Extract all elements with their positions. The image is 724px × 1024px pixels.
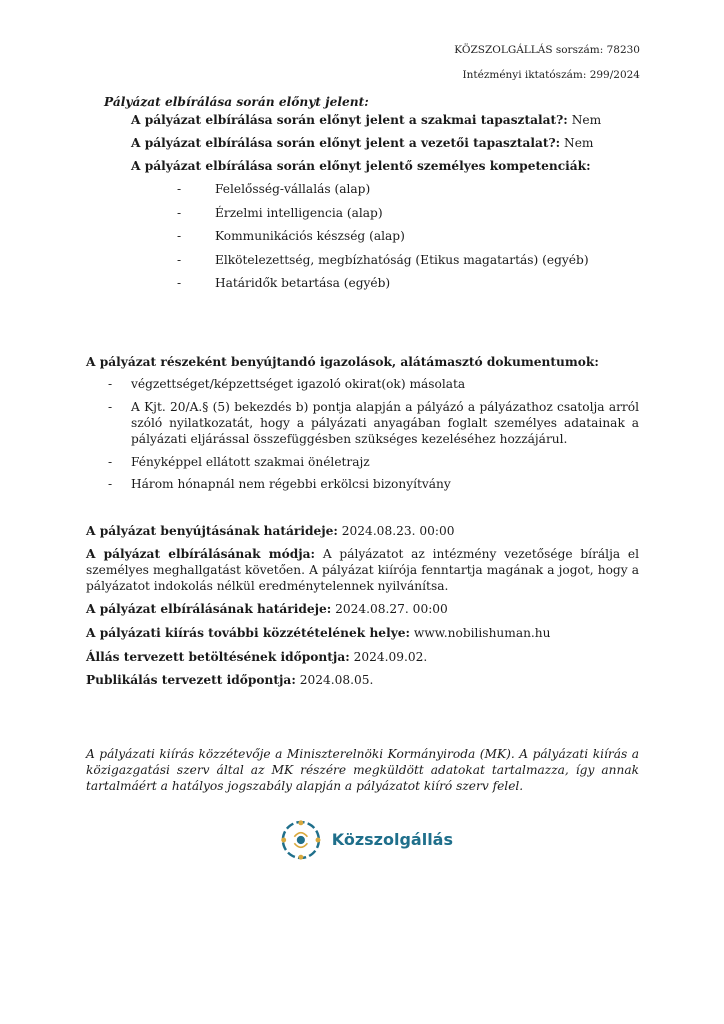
advantages-heading: Pályázat elbírálása során előnyt jelent: [104, 95, 369, 109]
start-date-row [86, 650, 427, 665]
publication-date-row [86, 673, 373, 688]
publication-date-value: 2024.08.05. [299, 673, 374, 687]
deadline-value: 2024.08.23. 00:00 [341, 524, 455, 538]
publication-place-label: A pályázati kiírás további közzétételének helye: [86, 626, 411, 640]
kozszolgallas-logo-icon [278, 812, 324, 868]
competency-item: - Felelősség-vállalás (alap) [177, 182, 371, 196]
competency-item: - Határidők betartása (egyéb) [177, 276, 391, 290]
professional-experience-label: A pályázat elbírálása során előnyt jelent a szakmai tapasztalat?: [131, 113, 568, 127]
decision-deadline-value: 2024.08.27. 00:00 [335, 602, 448, 616]
decision-deadline-label: A pályázat elbírálásának határideje: [86, 602, 332, 616]
deadline-label: A pályázat benyújtásának határideje: [86, 524, 338, 538]
documents-heading: A pályázat részeként benyújtandó igazolások, alátámasztó dokumentumok: [86, 355, 599, 369]
leadership-experience-label: A pályázat elbírálása során előnyt jelent a vezetői tapasztalat?: [131, 136, 561, 150]
professional-experience-row [131, 113, 601, 128]
evaluation-method-value: A pályázatot az intézmény vezetősége bírálja el személyes meghallgatást követően. A pályázat kiírója fenntartja magának a jogot, hogy a pályázatot indokolás nélkül eredménytelennek nyilvánítsa. [86, 547, 639, 593]
professional-experience-value: Nem [571, 113, 602, 127]
file-number: Intézményi iktatószám: 299/2024 [462, 69, 640, 81]
document-item: - A Kjt. 20/A.§ (5) bekezdés b) pontja alapján a pályázó a pályázathoz csatolja arról szóló nyilatkozatát, hogy a pályázati anyagában foglalt személyes adatainak a pályázati eljárással összefüggésben szükséges kezeléséhez hozzájárul. [108, 400, 639, 447]
documents-list [108, 377, 639, 492]
start-date-value: 2024.09.02. [353, 650, 428, 664]
reference-number: KÖZSZOLGÁLLÁS sorszám: 78230 [454, 44, 640, 56]
competency-list [177, 182, 597, 300]
decision-deadline-row [86, 602, 448, 617]
publisher-note: A pályázati kiírás közzétevője a Miniszterelnöki Kormányiroda (MK). A pályázati kiírás a közigazgatási szerv által az MK részére megküldött adatokat tartalmazza, így annak tartalmáért a hatályos jogszabály alapján a pályázatot kiíró szerv felel. [86, 747, 639, 794]
competency-item: - Kommunikációs készség (alap) [177, 229, 405, 243]
leadership-experience-row [131, 136, 593, 151]
document-item: - Fényképpel ellátott szakmai önéletrajz [108, 454, 370, 469]
evaluation-method [86, 547, 639, 595]
deadline-row [86, 524, 454, 539]
start-date-label: Állás tervezett betöltésének időpontja: [86, 650, 350, 664]
document-item: - végzettséget/képzettséget igazoló okirat(ok) másolata [108, 377, 466, 391]
publication-place-row [86, 626, 551, 641]
competency-item: - Érzelmi intelligencia (alap) [177, 205, 383, 220]
competency-item: - Elkötelezettség, megbízhatóság (Etikus magatartás) (egyéb) [177, 252, 589, 267]
logo-text: Közszolgállás [331, 830, 453, 849]
document-item: - Három hónapnál nem régebbi erkölcsi bizonyítvány [108, 476, 451, 491]
evaluation-method-label: A pályázat elbírálásának módja: [86, 547, 316, 561]
publication-date-label: Publikálás tervezett időpontja: [86, 673, 296, 687]
kozszolgallas-logo [278, 811, 453, 869]
leadership-experience-value: Nem [564, 136, 594, 150]
publication-place-link[interactable]: www.nobilishuman.hu [413, 626, 551, 640]
competencies-heading: A pályázat elbírálása során előnyt jelentő személyes kompetenciák: [131, 159, 591, 173]
